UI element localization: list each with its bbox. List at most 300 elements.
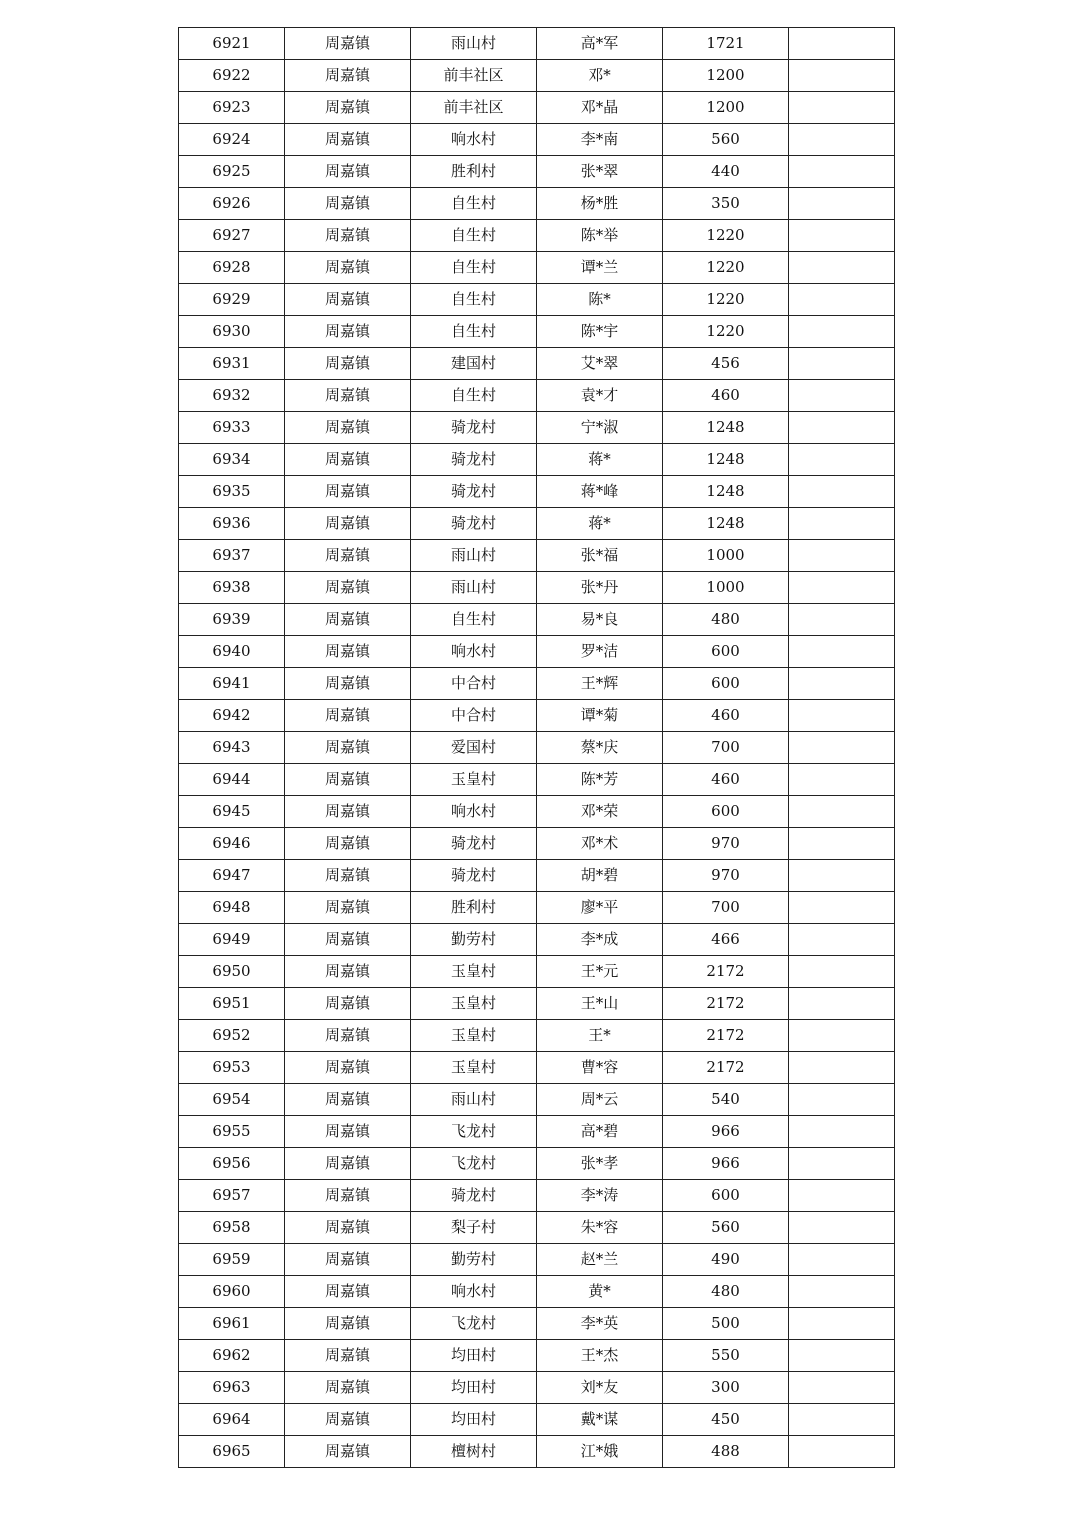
remark-cell: [789, 540, 895, 572]
remark-cell: [789, 924, 895, 956]
town-cell: 周嘉镇: [285, 60, 411, 92]
village-cell: 前丰社区: [411, 60, 537, 92]
village-cell: 雨山村: [411, 572, 537, 604]
serial-number-cell: 6922: [179, 60, 285, 92]
village-cell: 前丰社区: [411, 92, 537, 124]
name-cell: 王*辉: [537, 668, 663, 700]
town-cell: 周嘉镇: [285, 316, 411, 348]
serial-number-cell: 6938: [179, 572, 285, 604]
table-row: [179, 700, 895, 732]
town-cell: 周嘉镇: [285, 28, 411, 60]
amount-cell: 480: [663, 604, 789, 636]
name-cell: 蒋*: [537, 508, 663, 540]
serial-number-cell: 6959: [179, 1244, 285, 1276]
name-cell: 张*丹: [537, 572, 663, 604]
amount-cell: 480: [663, 1276, 789, 1308]
amount-cell: 600: [663, 796, 789, 828]
village-cell: 自生村: [411, 316, 537, 348]
serial-number-cell: 6952: [179, 1020, 285, 1052]
table-row: [179, 668, 895, 700]
amount-cell: 966: [663, 1116, 789, 1148]
serial-number-cell: 6954: [179, 1084, 285, 1116]
remark-cell: [789, 92, 895, 124]
town-cell: 周嘉镇: [285, 380, 411, 412]
village-cell: 自生村: [411, 380, 537, 412]
table-row: [179, 252, 895, 284]
name-cell: 宁*淑: [537, 412, 663, 444]
remark-cell: [789, 348, 895, 380]
name-cell: 王*山: [537, 988, 663, 1020]
table-row: [179, 124, 895, 156]
remark-cell: [789, 796, 895, 828]
town-cell: 周嘉镇: [285, 956, 411, 988]
table-row: [179, 572, 895, 604]
serial-number-cell: 6945: [179, 796, 285, 828]
table-row: [179, 860, 895, 892]
serial-number-cell: 6955: [179, 1116, 285, 1148]
name-cell: 邓*术: [537, 828, 663, 860]
amount-cell: 600: [663, 636, 789, 668]
amount-cell: 1200: [663, 92, 789, 124]
name-cell: 艾*翠: [537, 348, 663, 380]
remark-cell: [789, 764, 895, 796]
table-row: [179, 540, 895, 572]
amount-cell: 440: [663, 156, 789, 188]
remark-cell: [789, 956, 895, 988]
village-cell: 自生村: [411, 188, 537, 220]
name-cell: 邓*荣: [537, 796, 663, 828]
name-cell: 王*元: [537, 956, 663, 988]
name-cell: 胡*碧: [537, 860, 663, 892]
records-table: [178, 27, 895, 1468]
remark-cell: [789, 156, 895, 188]
remark-cell: [789, 380, 895, 412]
amount-cell: 1220: [663, 252, 789, 284]
serial-number-cell: 6941: [179, 668, 285, 700]
name-cell: 罗*洁: [537, 636, 663, 668]
table-row: [179, 1244, 895, 1276]
village-cell: 自生村: [411, 284, 537, 316]
amount-cell: 966: [663, 1148, 789, 1180]
table-row: [179, 956, 895, 988]
town-cell: 周嘉镇: [285, 540, 411, 572]
table-row: [179, 604, 895, 636]
serial-number-cell: 6960: [179, 1276, 285, 1308]
remark-cell: [789, 1372, 895, 1404]
village-cell: 玉皇村: [411, 956, 537, 988]
name-cell: 李*英: [537, 1308, 663, 1340]
table-row: [179, 1052, 895, 1084]
name-cell: 陈*: [537, 284, 663, 316]
village-cell: 胜利村: [411, 892, 537, 924]
amount-cell: 1248: [663, 508, 789, 540]
village-cell: 檀树村: [411, 1436, 537, 1468]
village-cell: 飞龙村: [411, 1116, 537, 1148]
remark-cell: [789, 732, 895, 764]
table-row: [179, 188, 895, 220]
village-cell: 均田村: [411, 1340, 537, 1372]
name-cell: 谭*兰: [537, 252, 663, 284]
remark-cell: [789, 1148, 895, 1180]
serial-number-cell: 6928: [179, 252, 285, 284]
name-cell: 周*云: [537, 1084, 663, 1116]
table-row: [179, 1020, 895, 1052]
amount-cell: 1220: [663, 316, 789, 348]
name-cell: 蒋*: [537, 444, 663, 476]
town-cell: 周嘉镇: [285, 1212, 411, 1244]
serial-number-cell: 6936: [179, 508, 285, 540]
serial-number-cell: 6935: [179, 476, 285, 508]
amount-cell: 1200: [663, 60, 789, 92]
remark-cell: [789, 124, 895, 156]
table-row: [179, 380, 895, 412]
village-cell: 玉皇村: [411, 764, 537, 796]
remark-cell: [789, 188, 895, 220]
serial-number-cell: 6930: [179, 316, 285, 348]
town-cell: 周嘉镇: [285, 156, 411, 188]
town-cell: 周嘉镇: [285, 1052, 411, 1084]
village-cell: 玉皇村: [411, 1020, 537, 1052]
village-cell: 雨山村: [411, 1084, 537, 1116]
town-cell: 周嘉镇: [285, 1020, 411, 1052]
amount-cell: 460: [663, 764, 789, 796]
table-row: [179, 1084, 895, 1116]
village-cell: 骑龙村: [411, 828, 537, 860]
records-table-body: [179, 28, 895, 1468]
village-cell: 勤劳村: [411, 1244, 537, 1276]
table-row: [179, 988, 895, 1020]
amount-cell: 350: [663, 188, 789, 220]
table-row: [179, 1436, 895, 1468]
remark-cell: [789, 1052, 895, 1084]
town-cell: 周嘉镇: [285, 1084, 411, 1116]
remark-cell: [789, 700, 895, 732]
name-cell: 邓*: [537, 60, 663, 92]
serial-number-cell: 6940: [179, 636, 285, 668]
village-cell: 自生村: [411, 220, 537, 252]
town-cell: 周嘉镇: [285, 1372, 411, 1404]
town-cell: 周嘉镇: [285, 636, 411, 668]
serial-number-cell: 6958: [179, 1212, 285, 1244]
serial-number-cell: 6924: [179, 124, 285, 156]
remark-cell: [789, 988, 895, 1020]
serial-number-cell: 6961: [179, 1308, 285, 1340]
amount-cell: 1220: [663, 220, 789, 252]
table-row: [179, 220, 895, 252]
amount-cell: 488: [663, 1436, 789, 1468]
serial-number-cell: 6948: [179, 892, 285, 924]
serial-number-cell: 6957: [179, 1180, 285, 1212]
name-cell: 戴*谋: [537, 1404, 663, 1436]
serial-number-cell: 6963: [179, 1372, 285, 1404]
serial-number-cell: 6956: [179, 1148, 285, 1180]
remark-cell: [789, 508, 895, 540]
remark-cell: [789, 860, 895, 892]
town-cell: 周嘉镇: [285, 700, 411, 732]
village-cell: 雨山村: [411, 540, 537, 572]
name-cell: 张*福: [537, 540, 663, 572]
serial-number-cell: 6927: [179, 220, 285, 252]
name-cell: 陈*宇: [537, 316, 663, 348]
remark-cell: [789, 604, 895, 636]
amount-cell: 456: [663, 348, 789, 380]
amount-cell: 1220: [663, 284, 789, 316]
remark-cell: [789, 1212, 895, 1244]
amount-cell: 460: [663, 380, 789, 412]
remark-cell: [789, 668, 895, 700]
serial-number-cell: 6921: [179, 28, 285, 60]
table-row: [179, 924, 895, 956]
village-cell: 均田村: [411, 1404, 537, 1436]
amount-cell: 970: [663, 828, 789, 860]
amount-cell: 300: [663, 1372, 789, 1404]
town-cell: 周嘉镇: [285, 828, 411, 860]
amount-cell: 1000: [663, 572, 789, 604]
village-cell: 骑龙村: [411, 860, 537, 892]
serial-number-cell: 6946: [179, 828, 285, 860]
remark-cell: [789, 1180, 895, 1212]
town-cell: 周嘉镇: [285, 1148, 411, 1180]
table-row: [179, 1212, 895, 1244]
town-cell: 周嘉镇: [285, 412, 411, 444]
village-cell: 玉皇村: [411, 988, 537, 1020]
serial-number-cell: 6929: [179, 284, 285, 316]
town-cell: 周嘉镇: [285, 764, 411, 796]
town-cell: 周嘉镇: [285, 508, 411, 540]
village-cell: 骑龙村: [411, 1180, 537, 1212]
table-row: [179, 316, 895, 348]
serial-number-cell: 6931: [179, 348, 285, 380]
amount-cell: 600: [663, 668, 789, 700]
remark-cell: [789, 444, 895, 476]
serial-number-cell: 6949: [179, 924, 285, 956]
village-cell: 响水村: [411, 636, 537, 668]
town-cell: 周嘉镇: [285, 252, 411, 284]
remark-cell: [789, 1084, 895, 1116]
village-cell: 勤劳村: [411, 924, 537, 956]
name-cell: 陈*芳: [537, 764, 663, 796]
name-cell: 易*良: [537, 604, 663, 636]
town-cell: 周嘉镇: [285, 1404, 411, 1436]
table-row: [179, 1180, 895, 1212]
town-cell: 周嘉镇: [285, 476, 411, 508]
table-row: [179, 156, 895, 188]
serial-number-cell: 6933: [179, 412, 285, 444]
name-cell: 曹*容: [537, 1052, 663, 1084]
table-row: [179, 1308, 895, 1340]
serial-number-cell: 6953: [179, 1052, 285, 1084]
serial-number-cell: 6939: [179, 604, 285, 636]
amount-cell: 970: [663, 860, 789, 892]
table-row: [179, 1340, 895, 1372]
table-row: [179, 28, 895, 60]
remark-cell: [789, 636, 895, 668]
village-cell: 雨山村: [411, 28, 537, 60]
town-cell: 周嘉镇: [285, 892, 411, 924]
name-cell: 李*涛: [537, 1180, 663, 1212]
name-cell: 邓*晶: [537, 92, 663, 124]
amount-cell: 500: [663, 1308, 789, 1340]
amount-cell: 550: [663, 1340, 789, 1372]
name-cell: 王*杰: [537, 1340, 663, 1372]
serial-number-cell: 6932: [179, 380, 285, 412]
village-cell: 骑龙村: [411, 476, 537, 508]
remark-cell: [789, 1276, 895, 1308]
serial-number-cell: 6942: [179, 700, 285, 732]
table-row: [179, 764, 895, 796]
village-cell: 自生村: [411, 604, 537, 636]
serial-number-cell: 6926: [179, 188, 285, 220]
village-cell: 骑龙村: [411, 444, 537, 476]
village-cell: 自生村: [411, 252, 537, 284]
serial-number-cell: 6965: [179, 1436, 285, 1468]
amount-cell: 466: [663, 924, 789, 956]
name-cell: 刘*友: [537, 1372, 663, 1404]
table-row: [179, 508, 895, 540]
name-cell: 高*军: [537, 28, 663, 60]
village-cell: 爱国村: [411, 732, 537, 764]
remark-cell: [789, 476, 895, 508]
town-cell: 周嘉镇: [285, 860, 411, 892]
table-row: [179, 92, 895, 124]
table-row: [179, 1276, 895, 1308]
remark-cell: [789, 892, 895, 924]
amount-cell: 1248: [663, 444, 789, 476]
serial-number-cell: 6923: [179, 92, 285, 124]
name-cell: 蔡*庆: [537, 732, 663, 764]
table-row: [179, 828, 895, 860]
town-cell: 周嘉镇: [285, 220, 411, 252]
serial-number-cell: 6937: [179, 540, 285, 572]
remark-cell: [789, 220, 895, 252]
name-cell: 李*南: [537, 124, 663, 156]
village-cell: 均田村: [411, 1372, 537, 1404]
town-cell: 周嘉镇: [285, 1180, 411, 1212]
table-row: [179, 636, 895, 668]
name-cell: 杨*胜: [537, 188, 663, 220]
town-cell: 周嘉镇: [285, 732, 411, 764]
amount-cell: 2172: [663, 956, 789, 988]
amount-cell: 1000: [663, 540, 789, 572]
town-cell: 周嘉镇: [285, 1436, 411, 1468]
amount-cell: 2172: [663, 988, 789, 1020]
remark-cell: [789, 1116, 895, 1148]
table-row: [179, 1372, 895, 1404]
town-cell: 周嘉镇: [285, 924, 411, 956]
table-row: [179, 412, 895, 444]
remark-cell: [789, 60, 895, 92]
town-cell: 周嘉镇: [285, 988, 411, 1020]
name-cell: 蒋*峰: [537, 476, 663, 508]
amount-cell: 600: [663, 1180, 789, 1212]
village-cell: 骑龙村: [411, 412, 537, 444]
name-cell: 朱*容: [537, 1212, 663, 1244]
town-cell: 周嘉镇: [285, 1340, 411, 1372]
amount-cell: 460: [663, 700, 789, 732]
remark-cell: [789, 1436, 895, 1468]
amount-cell: 450: [663, 1404, 789, 1436]
remark-cell: [789, 28, 895, 60]
town-cell: 周嘉镇: [285, 188, 411, 220]
village-cell: 响水村: [411, 796, 537, 828]
amount-cell: 700: [663, 732, 789, 764]
table-row: [179, 892, 895, 924]
table-row: [179, 284, 895, 316]
name-cell: 袁*才: [537, 380, 663, 412]
table-row: [179, 796, 895, 828]
remark-cell: [789, 1020, 895, 1052]
amount-cell: 2172: [663, 1020, 789, 1052]
town-cell: 周嘉镇: [285, 1308, 411, 1340]
serial-number-cell: 6964: [179, 1404, 285, 1436]
village-cell: 飞龙村: [411, 1148, 537, 1180]
name-cell: 赵*兰: [537, 1244, 663, 1276]
table-row: [179, 1404, 895, 1436]
village-cell: 飞龙村: [411, 1308, 537, 1340]
serial-number-cell: 6951: [179, 988, 285, 1020]
name-cell: 黄*: [537, 1276, 663, 1308]
name-cell: 高*碧: [537, 1116, 663, 1148]
table-row: [179, 1148, 895, 1180]
amount-cell: 540: [663, 1084, 789, 1116]
town-cell: 周嘉镇: [285, 1244, 411, 1276]
amount-cell: 1248: [663, 476, 789, 508]
remark-cell: [789, 1404, 895, 1436]
town-cell: 周嘉镇: [285, 348, 411, 380]
village-cell: 建国村: [411, 348, 537, 380]
amount-cell: 560: [663, 1212, 789, 1244]
town-cell: 周嘉镇: [285, 284, 411, 316]
name-cell: 江*娥: [537, 1436, 663, 1468]
remark-cell: [789, 1340, 895, 1372]
amount-cell: 700: [663, 892, 789, 924]
table-row: [179, 348, 895, 380]
town-cell: 周嘉镇: [285, 124, 411, 156]
town-cell: 周嘉镇: [285, 1276, 411, 1308]
amount-cell: 2172: [663, 1052, 789, 1084]
name-cell: 张*孝: [537, 1148, 663, 1180]
village-cell: 中合村: [411, 700, 537, 732]
town-cell: 周嘉镇: [285, 1116, 411, 1148]
village-cell: 响水村: [411, 124, 537, 156]
table-row: [179, 444, 895, 476]
remark-cell: [789, 572, 895, 604]
serial-number-cell: 6962: [179, 1340, 285, 1372]
name-cell: 廖*平: [537, 892, 663, 924]
serial-number-cell: 6944: [179, 764, 285, 796]
name-cell: 李*成: [537, 924, 663, 956]
village-cell: 梨子村: [411, 1212, 537, 1244]
table-row: [179, 60, 895, 92]
serial-number-cell: 6950: [179, 956, 285, 988]
table-row: [179, 1116, 895, 1148]
name-cell: 王*: [537, 1020, 663, 1052]
village-cell: 骑龙村: [411, 508, 537, 540]
village-cell: 中合村: [411, 668, 537, 700]
village-cell: 响水村: [411, 1276, 537, 1308]
table-row: [179, 732, 895, 764]
remark-cell: [789, 412, 895, 444]
amount-cell: 490: [663, 1244, 789, 1276]
table-row: [179, 476, 895, 508]
name-cell: 谭*菊: [537, 700, 663, 732]
amount-cell: 1721: [663, 28, 789, 60]
remark-cell: [789, 1244, 895, 1276]
town-cell: 周嘉镇: [285, 572, 411, 604]
serial-number-cell: 6947: [179, 860, 285, 892]
remark-cell: [789, 1308, 895, 1340]
town-cell: 周嘉镇: [285, 604, 411, 636]
